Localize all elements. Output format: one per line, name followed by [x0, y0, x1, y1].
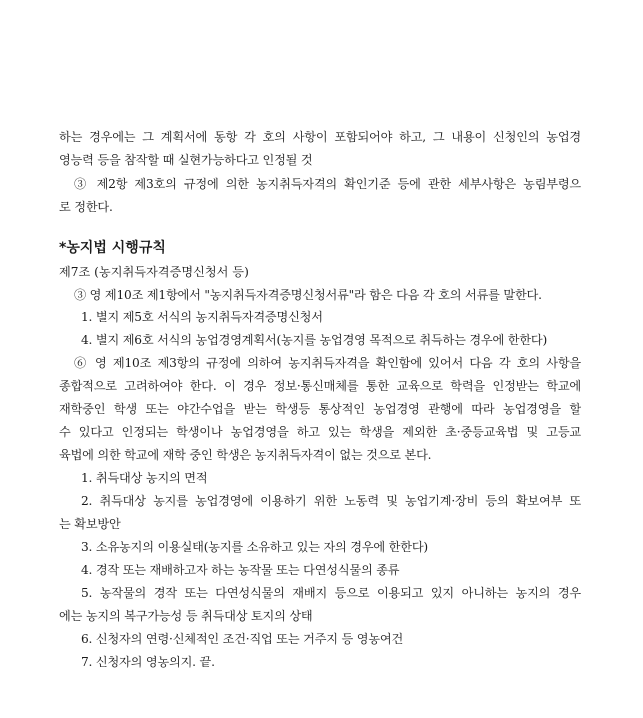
list-item: 4. 경작 또는 재배하고자 하는 농작물 또는 다연성식물의 종류 — [81, 563, 400, 577]
paragraph-line: 육법에 의한 학교에 재학 중인 학생은 농지취득자격이 없는 것으로 본다. — [59, 448, 432, 462]
paragraph-line: 재학중인 학생 또는 야간수업을 받는 학생등 통상적인 농업경영 관행에 따라 농업경영을 할 — [59, 402, 581, 416]
paragraph-line: 영능력 등을 참작할 때 실현가능하다고 인정될 것 — [59, 153, 313, 167]
paragraph-line: ③ 영 제10조 제1항에서 "농지취득자격증명신청서류"라 함은 다음 각 호의 서류를 말한다. — [74, 288, 542, 302]
list-item: 2. 취득대상 농지를 농업경영에 이용하기 위한 노동력 및 농업기계·장비 등의 확보여부 또 — [81, 494, 581, 508]
list-item: 1. 취득대상 농지의 면적 — [81, 471, 208, 485]
list-item: 1. 별지 제5호 서식의 농지취득자격증명신청서 — [81, 310, 323, 324]
list-item: 5. 농작물의 경작 또는 다연성식물의 재배지 등으로 이용되고 있지 아니하는 농지의 경우 — [81, 586, 581, 600]
list-item-continuation: 에는 농지의 복구가능성 등 취득대상 토지의 상태 — [59, 609, 313, 623]
paragraph-line: 하는 경우에는 그 계획서에 동항 각 호의 사항이 포함되어야 하고, 그 내용이 신청인의 농업경 — [59, 130, 581, 144]
list-item: 3. 소유농지의 이용실태(농지를 소유하고 있는 자의 경우에 한한다) — [81, 540, 428, 554]
paragraph-line: 종합적으로 고려하여야 한다. 이 경우 정보·통신매체를 통한 교육으로 학력을 인정받는 학교에 — [59, 379, 581, 393]
section-title: *농지법 시행규칙 — [59, 240, 166, 256]
list-item: 6. 신청자의 연령·신체적인 조건·직업 또는 거주지 등 영농여건 — [81, 632, 404, 646]
list-item: 4. 별지 제6호 서식의 농업경영계획서(농지를 농업경영 목적으로 취득하는 경우에 한한다) — [81, 333, 548, 347]
list-item: 7. 신청자의 영농의지. 끝. — [81, 655, 215, 669]
article-title: 제7조 (농지취득자격증명신청서 등) — [59, 265, 249, 279]
paragraph-line: 로 정한다. — [59, 200, 113, 214]
list-item-continuation: 는 확보방안 — [59, 517, 121, 531]
paragraph-line: ⑥ 영 제10조 제3항의 규정에 의하여 농지취득자격을 확인함에 있어서 다음 각 호의 사항을 — [74, 356, 581, 370]
paragraph-line: ③ 제2항 제3호의 규정에 의한 농지취득자격의 확인기준 등에 관한 세부사항은 농림부령으 — [74, 177, 581, 191]
paragraph-line: 수 있다고 인정되는 학생이나 농업경영을 하고 있는 학생을 제외한 초·중등교육법 및 고등교 — [59, 425, 581, 439]
